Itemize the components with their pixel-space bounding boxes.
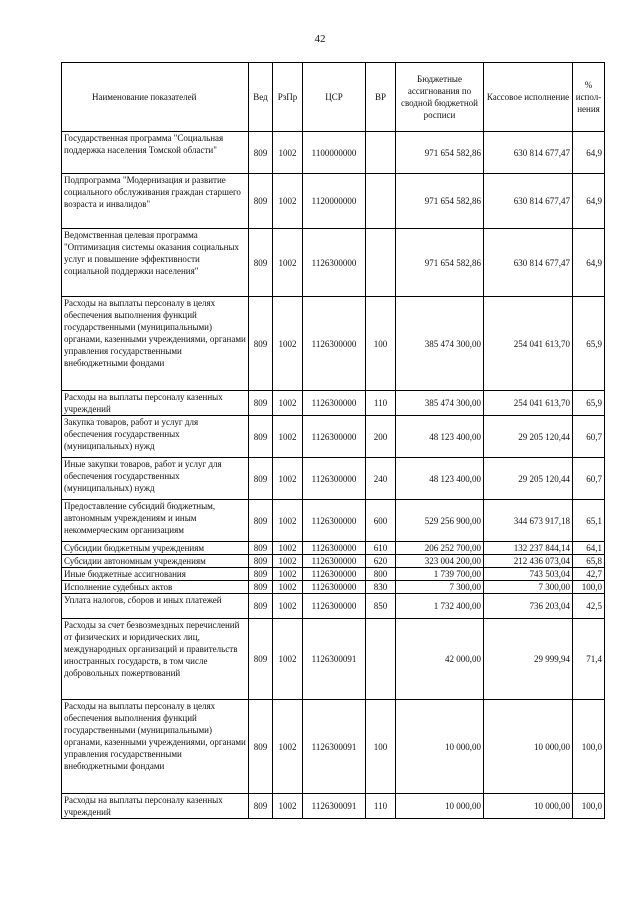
cell-cash: 736 203,04 — [484, 594, 573, 619]
cell-name: Закупка товаров, работ и услуг для обеспечения государственных (муниципальных) нужд — [62, 416, 249, 458]
table-row — [62, 297, 605, 391]
header-csr: ЦСР — [303, 63, 366, 132]
cell-percent: 64,9 — [573, 132, 605, 174]
cell-cash: 29 205 120,44 — [484, 458, 573, 500]
cell-name: Подпрограмма "Модернизация и развитие социального обслуживания граждан старшего возраста и инвалидов" — [62, 174, 249, 229]
cell-assigned: 1 739 700,00 — [396, 568, 484, 581]
cell-csr: 1126300091 — [303, 700, 366, 794]
cell-assigned: 385 474 300,00 — [396, 391, 484, 416]
cell-vr: 850 — [366, 594, 396, 619]
cell-csr: 1126300000 — [303, 500, 366, 542]
cell-name: Субсидии автономным учреждениям — [62, 555, 249, 568]
cell-ved: 809 — [249, 174, 273, 229]
table-row — [62, 391, 605, 416]
cell-rzpr: 1002 — [273, 568, 303, 581]
cell-percent: 42,5 — [573, 594, 605, 619]
cell-ved: 809 — [249, 500, 273, 542]
header-name: Наименование показателей — [62, 63, 249, 132]
cell-cash: 29 999,94 — [484, 619, 573, 700]
cell-cash: 743 503,04 — [484, 568, 573, 581]
cell-assigned: 323 004 200,00 — [396, 555, 484, 568]
cell-vr — [366, 132, 396, 174]
cell-vr: 240 — [366, 458, 396, 500]
cell-cash: 10 000,00 — [484, 794, 573, 819]
table-row — [62, 416, 605, 458]
cell-ved: 809 — [249, 700, 273, 794]
cell-assigned: 529 256 900,00 — [396, 500, 484, 542]
cell-rzpr: 1002 — [273, 594, 303, 619]
table-row — [62, 594, 605, 619]
cell-vr: 110 — [366, 794, 396, 819]
cell-name: Расходы на выплаты персоналу казенных учреждений — [62, 794, 249, 819]
cell-csr: 1126300000 — [303, 581, 366, 594]
cell-cash: 254 041 613,70 — [484, 391, 573, 416]
cell-assigned: 48 123 400,00 — [396, 458, 484, 500]
cell-csr: 1126300000 — [303, 568, 366, 581]
cell-vr — [366, 229, 396, 297]
cell-rzpr: 1002 — [273, 500, 303, 542]
cell-ved: 809 — [249, 555, 273, 568]
cell-csr: 1126300000 — [303, 542, 366, 555]
header-vr: ВР — [366, 63, 396, 132]
cell-cash: 254 041 613,70 — [484, 297, 573, 391]
table-row — [62, 568, 605, 581]
cell-percent: 65,8 — [573, 555, 605, 568]
cell-rzpr: 1002 — [273, 458, 303, 500]
cell-name: Расходы за счет безвозмездных перечислений от физических и юридических лиц, международных организаций и правительств иностранных государств, в том числе добровольных пожертвований — [62, 619, 249, 700]
table-header-row — [62, 63, 605, 132]
cell-percent: 60,7 — [573, 458, 605, 500]
cell-name: Ведомственная целевая программа "Оптимизация системы оказания социальных услуг и повышение эффективности социальной поддержки населения" — [62, 229, 249, 297]
cell-ved: 809 — [249, 581, 273, 594]
table-row — [62, 458, 605, 500]
cell-assigned: 10 000,00 — [396, 794, 484, 819]
table-row — [62, 700, 605, 794]
table-row — [62, 500, 605, 542]
cell-csr: 1126300000 — [303, 594, 366, 619]
cell-rzpr: 1002 — [273, 555, 303, 568]
cell-name: Иные закупки товаров, работ и услуг для обеспечения государственных (муниципальных) нужд — [62, 458, 249, 500]
header-percent: % испол-нения — [573, 63, 605, 132]
cell-percent: 65,9 — [573, 297, 605, 391]
cell-ved: 809 — [249, 416, 273, 458]
cell-cash: 630 814 677,47 — [484, 229, 573, 297]
cell-name: Расходы на выплаты персоналу в целях обеспечения выполнения функций государственными (муниципальными) органами, казенными учреждениями, органами управления государственными внебюджетными фондами — [62, 700, 249, 794]
cell-ved: 809 — [249, 391, 273, 416]
cell-csr: 1126300000 — [303, 416, 366, 458]
cell-percent: 100,0 — [573, 700, 605, 794]
table-row — [62, 542, 605, 555]
cell-assigned: 48 123 400,00 — [396, 416, 484, 458]
cell-assigned: 971 654 582,86 — [396, 174, 484, 229]
cell-name: Предоставление субсидий бюджетным, автономным учреждениям и иным некоммерческим организациям — [62, 500, 249, 542]
cell-assigned: 10 000,00 — [396, 700, 484, 794]
cell-rzpr: 1002 — [273, 416, 303, 458]
cell-assigned: 1 732 400,00 — [396, 594, 484, 619]
cell-ved: 809 — [249, 458, 273, 500]
table-row — [62, 132, 605, 174]
cell-cash: 132 237 844,14 — [484, 542, 573, 555]
cell-vr — [366, 174, 396, 229]
cell-csr: 1126300000 — [303, 391, 366, 416]
table-row — [62, 619, 605, 700]
page-number: 42 — [314, 33, 326, 45]
cell-rzpr: 1002 — [273, 297, 303, 391]
cell-rzpr: 1002 — [273, 619, 303, 700]
table-row — [62, 174, 605, 229]
header-assigned: Бюджетные ассигнования по сводной бюджетной росписи — [396, 63, 484, 132]
cell-name: Исполнение судебных актов — [62, 581, 249, 594]
cell-assigned: 385 474 300,00 — [396, 297, 484, 391]
cell-vr: 100 — [366, 297, 396, 391]
table-row — [62, 555, 605, 568]
cell-ved: 809 — [249, 619, 273, 700]
cell-csr: 1126300000 — [303, 229, 366, 297]
table-row — [62, 794, 605, 819]
cell-vr: 610 — [366, 542, 396, 555]
cell-vr: 620 — [366, 555, 396, 568]
cell-vr: 800 — [366, 568, 396, 581]
cell-rzpr: 1002 — [273, 391, 303, 416]
cell-cash: 29 205 120,44 — [484, 416, 573, 458]
cell-ved: 809 — [249, 542, 273, 555]
cell-cash: 630 814 677,47 — [484, 132, 573, 174]
cell-cash: 630 814 677,47 — [484, 174, 573, 229]
cell-percent: 64,1 — [573, 542, 605, 555]
cell-ved: 809 — [249, 132, 273, 174]
cell-name: Иные бюджетные ассигнования — [62, 568, 249, 581]
cell-csr: 1126300091 — [303, 619, 366, 700]
cell-name: Государственная программа "Социальная поддержка населения Томской области" — [62, 132, 249, 174]
cell-assigned: 7 300,00 — [396, 581, 484, 594]
cell-percent: 60,7 — [573, 416, 605, 458]
cell-name: Расходы на выплаты персоналу в целях обеспечения выполнения функций государственными (муниципальными) органами, казенными учреждениями, органами управления государственными внебюджетными фондами — [62, 297, 249, 391]
cell-percent: 64,9 — [573, 229, 605, 297]
cell-cash: 10 000,00 — [484, 700, 573, 794]
cell-assigned: 206 252 700,00 — [396, 542, 484, 555]
cell-cash: 344 673 917,18 — [484, 500, 573, 542]
cell-percent: 64,9 — [573, 174, 605, 229]
cell-ved: 809 — [249, 568, 273, 581]
cell-percent: 100,0 — [573, 581, 605, 594]
cell-percent: 65,1 — [573, 500, 605, 542]
cell-rzpr: 1002 — [273, 174, 303, 229]
cell-rzpr: 1002 — [273, 700, 303, 794]
cell-ved: 809 — [249, 794, 273, 819]
cell-vr: 600 — [366, 500, 396, 542]
cell-ved: 809 — [249, 229, 273, 297]
cell-csr: 1126300000 — [303, 297, 366, 391]
cell-csr: 1100000000 — [303, 132, 366, 174]
cell-cash: 7 300,00 — [484, 581, 573, 594]
cell-assigned: 971 654 582,86 — [396, 229, 484, 297]
cell-name: Уплата налогов, сборов и иных платежей — [62, 594, 249, 619]
cell-ved: 809 — [249, 594, 273, 619]
cell-percent: 65,9 — [573, 391, 605, 416]
table-row — [62, 581, 605, 594]
cell-csr: 1126300091 — [303, 794, 366, 819]
cell-csr: 1126300000 — [303, 458, 366, 500]
cell-ved: 809 — [249, 297, 273, 391]
cell-vr: 110 — [366, 391, 396, 416]
cell-rzpr: 1002 — [273, 542, 303, 555]
cell-rzpr: 1002 — [273, 794, 303, 819]
cell-vr — [366, 619, 396, 700]
cell-rzpr: 1002 — [273, 581, 303, 594]
cell-csr: 1126300000 — [303, 555, 366, 568]
cell-vr: 200 — [366, 416, 396, 458]
cell-cash: 212 436 073,04 — [484, 555, 573, 568]
header-rzpr: РзПр — [273, 63, 303, 132]
cell-percent: 71,4 — [573, 619, 605, 700]
cell-csr: 1120000000 — [303, 174, 366, 229]
header-ved: Вед — [249, 63, 273, 132]
cell-vr: 100 — [366, 700, 396, 794]
header-cash: Кассовое исполнение — [484, 63, 573, 132]
cell-percent: 100,0 — [573, 794, 605, 819]
cell-rzpr: 1002 — [273, 132, 303, 174]
cell-vr: 830 — [366, 581, 396, 594]
cell-assigned: 971 654 582,86 — [396, 132, 484, 174]
cell-name: Субсидии бюджетным учреждениям — [62, 542, 249, 555]
cell-percent: 42,7 — [573, 568, 605, 581]
budget-table — [61, 62, 605, 819]
cell-rzpr: 1002 — [273, 229, 303, 297]
cell-name: Расходы на выплаты персоналу казенных учреждений — [62, 391, 249, 416]
cell-assigned: 42 000,00 — [396, 619, 484, 700]
table-row — [62, 229, 605, 297]
